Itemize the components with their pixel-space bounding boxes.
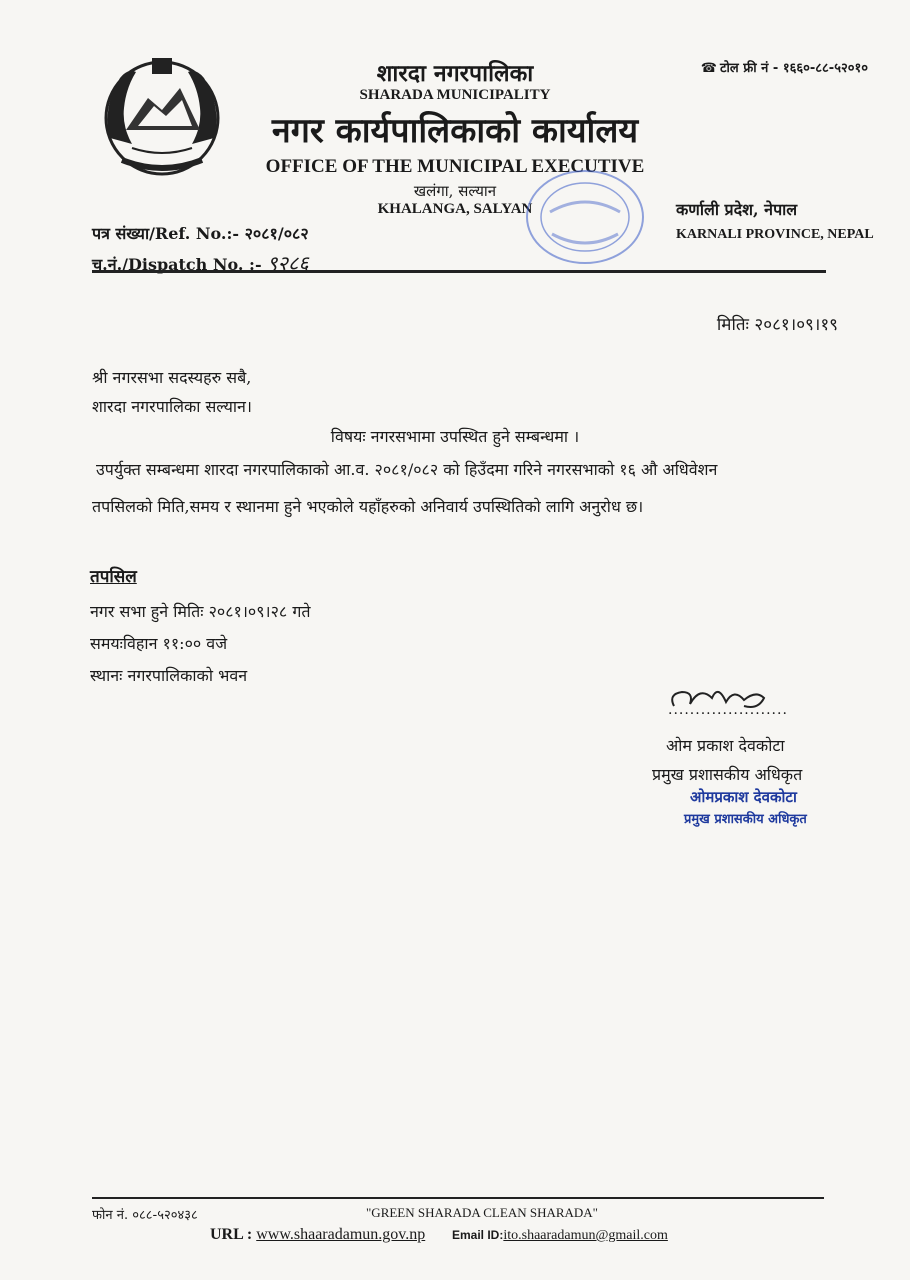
letter-date: मितिः २०८१।०९।१९ [716, 315, 838, 335]
ref-value: २०८१/०८२ [244, 224, 309, 243]
address-en: KHALANGA, SALYAN [377, 201, 533, 217]
footer-divider [92, 1197, 824, 1199]
url-label: URL : [210, 1226, 257, 1243]
signatory-name: ओम प्रकाश देवकोटा [666, 736, 785, 755]
body-paragraph-line-2: तपसिलको मिति,समय र स्थानमा हुने भएकोले यहाँहरुको अनिवार्य उपस्थितिको लागि अनुरोध छ। [92, 497, 644, 516]
ref-label: पत्र संख्या/Ref. No.:- [92, 224, 245, 243]
signatory-title: प्रमुख प्रशासकीय अधिकृत [652, 765, 803, 784]
office-seal-stamp [520, 162, 650, 272]
detail-time: समयःविहान ११:०० वजे [90, 634, 228, 653]
tollfree-text: टोल फ्री नं - १६६०-८८-५२०१० [720, 61, 868, 76]
footer-phone: फोन नं. ०८८-५२०४३८ [92, 1208, 198, 1223]
office-title-en: OFFICE OF THE MUNICIPAL EXECUTIVE [265, 156, 645, 177]
email-label: Email ID: [452, 1228, 504, 1242]
signatory-stamp-name: ओमप्रकाश देवकोटा [690, 788, 797, 806]
email-link[interactable]: ito.shaaradamun@gmail.com [503, 1228, 668, 1243]
signature-line: ...................... [668, 702, 788, 718]
letter-subject: विषयः नगरसभामा उपस्थित हुने सम्बन्धमा । [330, 427, 580, 446]
website-link[interactable]: www.shaaradamun.gov.np [256, 1226, 426, 1243]
recipient-line-1: श्री नगरसभा सदस्यहरु सबै, [92, 368, 252, 387]
recipient-line-2: शारदा नगरपालिका सल्यान। [92, 397, 252, 416]
ref-number [92, 222, 309, 244]
municipality-name-np: शारदा नगरपालिका [376, 60, 534, 87]
body-paragraph-line-1: उपर्युक्त सम्बन्धमा शारदा नगरपालिकाको आ.व. २०८१/०८२ को हिउँदमा गरिने नगरसभाको १६ औ अधिवेशन [96, 460, 718, 479]
phone-icon: ☎ [700, 61, 717, 76]
signatory-stamp-title: प्रमुख प्रशासकीय अधिकृत [684, 812, 807, 827]
header-divider [92, 270, 826, 273]
province-en: KARNALI PROVINCE, NEPAL [676, 227, 874, 242]
tollfree-number [701, 58, 868, 76]
footer-slogan: "GREEN SHARADA CLEAN SHARADA" [366, 1205, 598, 1220]
office-title-np: नगर कार्यपालिकाको कार्यालय [271, 111, 639, 151]
footer-email [452, 1228, 668, 1244]
details-heading: तपसिल [90, 567, 137, 587]
municipality-name-en: SHARADA MUNICIPALITY [359, 87, 551, 103]
address-np: खलंगा, सल्यान [413, 182, 497, 200]
detail-date: नगर सभा हुने मितिः २०८१।०९।२८ गते [90, 602, 311, 621]
footer-url [210, 1226, 425, 1244]
province-np: कर्णाली प्रदेश, नेपाल [676, 200, 798, 219]
dispatch-value: ९२८६ [267, 251, 309, 275]
dispatch-label: च.नं./Dispatch No. :- [92, 255, 268, 274]
detail-place: स्थानः नगरपालिकाको भवन [90, 666, 248, 685]
